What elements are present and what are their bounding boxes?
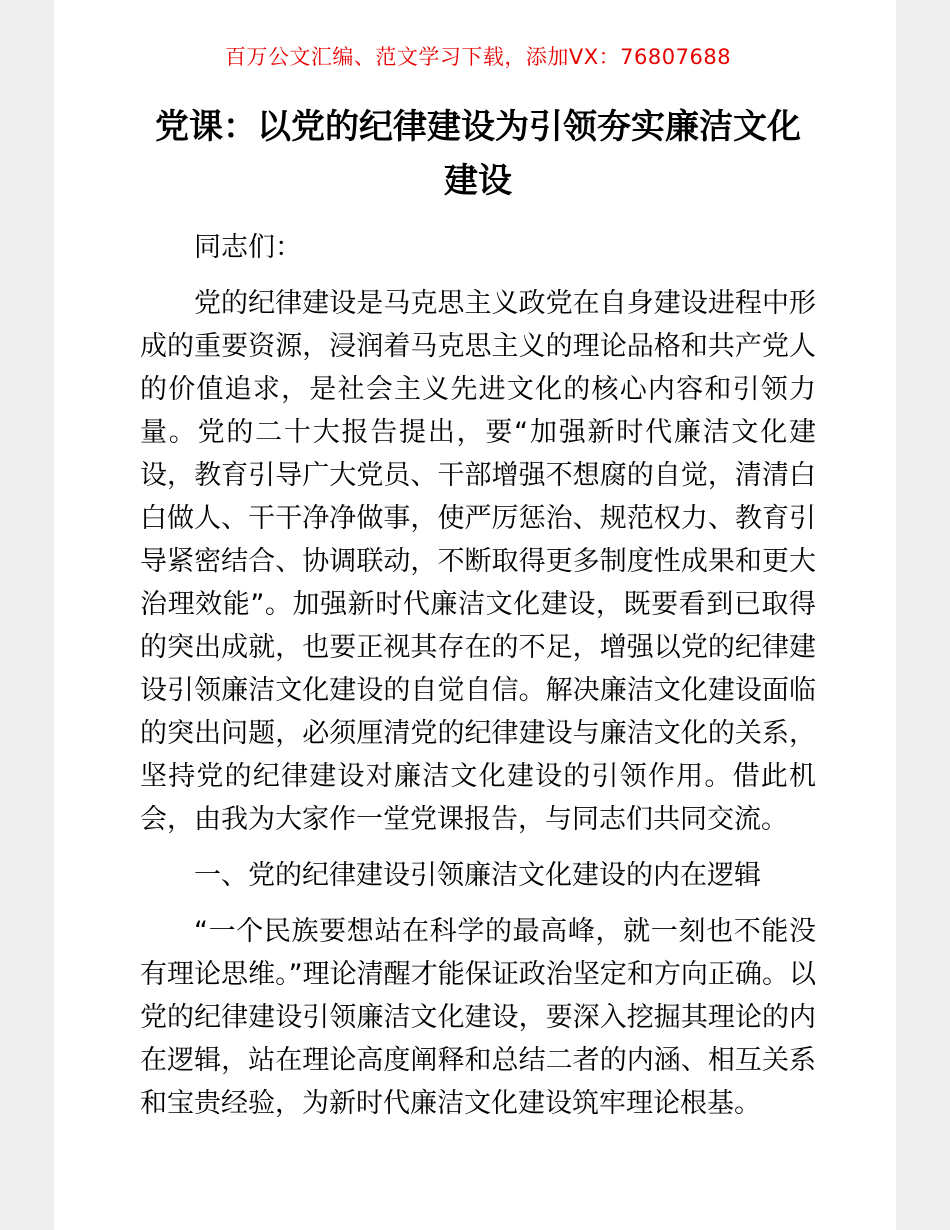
section-heading: 一、党的纪律建设引领廉洁文化建设的内在逻辑 (194, 860, 761, 891)
document-page (54, 0, 896, 1230)
salutation-paragraph: 同志们： (194, 232, 302, 263)
watermark-text: 百万公文汇编、范文学习下载，添加VX：76807688 (224, 45, 732, 69)
body-paragraph: 党的纪律建设是马克思主义政党在自身建设进程中形成的重要资源，浸润着马克思主义的理论品格和共产党人的价值追求，是社会主义先进文化的核心内容和引领力量。党的二十大报告提出，要“加强新时代廉洁文化建设，教育引导广大党员、干部增强不想腐的自觉，清清白白做人、干干净净做事，使严厉惩治、规范权力、教育引导紧密结合、协调联动，不断取得更多制度性成果和更大治理效能”。加强新时代廉洁文化建设，既要看到已取得的突出成就，也要正视其存在的不足，增强以党的纪律建设引领廉洁文化建设的自觉自信。解决廉洁文化建设面临的突出问题，必须厘清党的纪律建设与廉洁文化的关系，坚持党的纪律建设对廉洁文化建设的引领作用。借此机会，由我为大家作一堂党课报告，与同志们共同交流。 (140, 288, 816, 835)
document-title: 党课：以党的纪律建设为引领夯实廉洁文化建设 (155, 107, 801, 201)
body-paragraph: “一个民族要想站在科学的最高峰，就一刻也不能没有理论思维。”理论清醒才能保证政治坚定和方向正确。以党的纪律建设引领廉洁文化建设，要深入挖掘其理论的内在逻辑，站在理论高度阐释和总结二者的内涵、相互关系和宝贵经验，为新时代廉洁文化建设筑牢理论根基。 (140, 916, 816, 1119)
document-body (140, 226, 816, 1125)
